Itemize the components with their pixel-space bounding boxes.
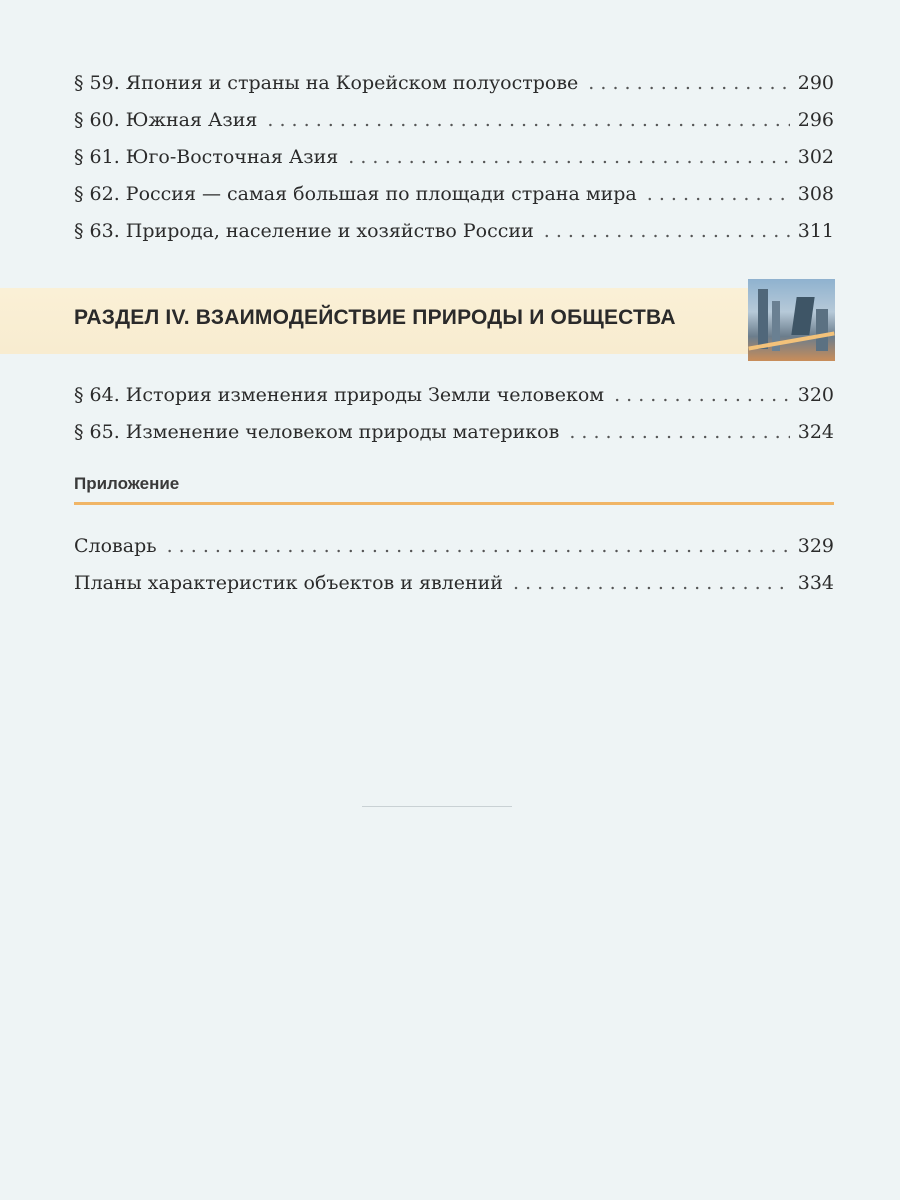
toc-entry[interactable] [74,566,834,600]
toc-leader-dots [167,529,790,563]
toc-leader-dots [267,103,789,137]
toc-leader-dots [588,66,789,100]
toc-entry-page: 324 [797,421,834,443]
toc-entry-page: 290 [797,72,834,94]
toc-leader-dots [569,415,789,449]
toc-entry[interactable] [74,415,834,449]
toc-entry[interactable] [74,103,834,137]
toc-leader-dots [614,378,790,412]
toc-entry[interactable] [74,140,834,174]
toc-entry[interactable] [74,177,834,211]
toc-entry[interactable] [74,529,834,563]
toc-entry-page: 302 [797,146,834,168]
toc-entry[interactable] [74,66,834,100]
toc-leader-dots [544,214,790,248]
toc-entry-page: 320 [797,384,834,406]
appendix-heading: Приложение [74,474,180,493]
toc-entry-title: Планы характеристик объектов и явлений [74,572,503,594]
toc-entry-page: 329 [797,535,834,557]
toc-leader-dots [348,140,789,174]
toc-entry-page: 311 [797,220,834,242]
toc-entry-title: § 64. История изменения природы Земли человеком [74,384,605,406]
toc-entry-page: 296 [797,109,834,131]
toc-entry-title: § 62. Россия — самая большая по площади страна мира [74,183,637,205]
toc-entry[interactable] [74,214,834,248]
toc-leader-dots [513,566,790,600]
city-photo-thumbnail [748,279,835,361]
toc-entry-page: 334 [797,572,834,594]
toc-entry-title: Словарь [74,535,157,557]
toc-entry[interactable] [74,378,834,412]
toc-entry-title: § 60. Южная Азия [74,109,258,131]
toc-entry-title: § 61. Юго-Восточная Азия [74,146,339,168]
toc-entry-page: 308 [797,183,834,205]
faint-print-mark [362,806,512,807]
toc-entry-title: § 65. Изменение человеком природы материков [74,421,560,443]
appendix-divider [74,502,834,505]
toc-entry-title: § 63. Природа, население и хозяйство России [74,220,534,242]
toc-entry-title: § 59. Япония и страны на Корейском полуострове [74,72,579,94]
toc-leader-dots [647,177,790,211]
section-title: РАЗДЕЛ IV. ВЗАИМОДЕЙСТВИЕ ПРИРОДЫ И ОБЩЕСТВА [74,306,676,329]
